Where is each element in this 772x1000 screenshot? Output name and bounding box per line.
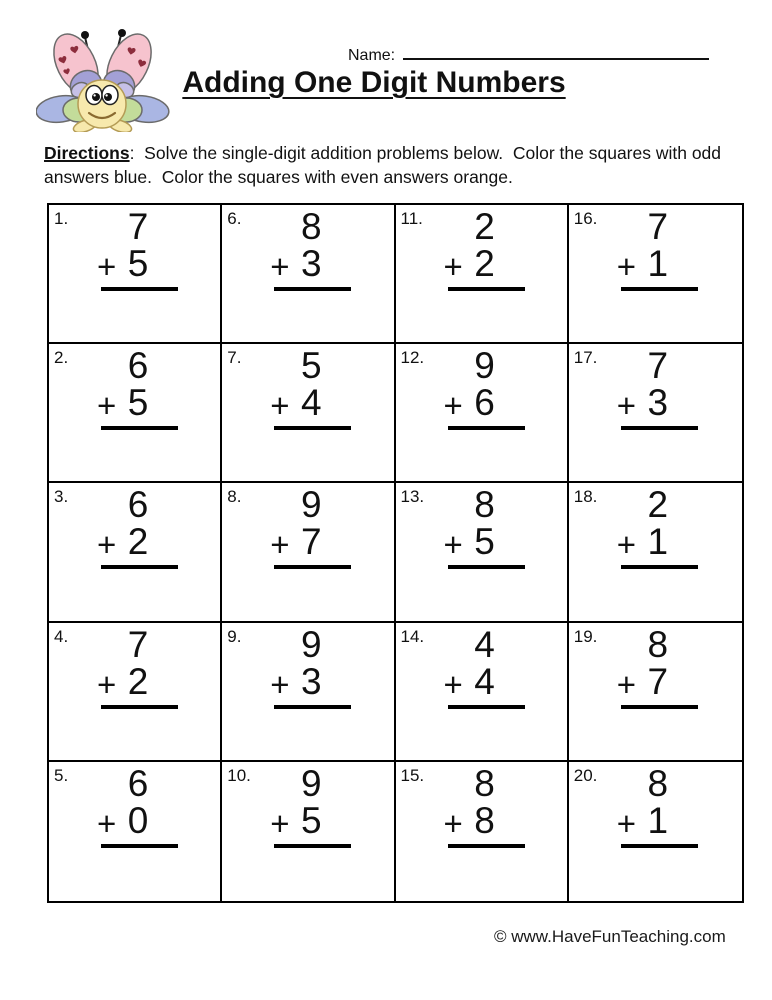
bottom-addend: 3 xyxy=(647,382,669,424)
top-addend: 2 xyxy=(647,484,669,526)
addition-problem xyxy=(271,347,351,430)
problems-grid xyxy=(47,203,744,903)
addition-problem xyxy=(270,762,351,848)
addition-problem xyxy=(270,623,351,709)
top-addend: 8 xyxy=(647,623,669,665)
addition-problem xyxy=(443,762,525,848)
plus-icon: + xyxy=(616,526,637,564)
plus-icon: + xyxy=(616,665,637,703)
bottom-addend: 5 xyxy=(300,799,322,841)
problem-number: 7. xyxy=(227,348,242,368)
answer-line[interactable] xyxy=(274,705,351,709)
plus-icon: + xyxy=(97,526,117,564)
top-addend: 7 xyxy=(647,345,669,387)
problem-cell xyxy=(569,483,742,622)
problem-number: 10. xyxy=(227,765,251,785)
problem-cell xyxy=(222,205,395,344)
answer-line[interactable] xyxy=(101,565,178,569)
top-addend: 9 xyxy=(300,623,322,665)
plus-icon: + xyxy=(443,526,463,564)
bottom-addend: 2 xyxy=(127,521,149,563)
problem-cell xyxy=(396,762,569,901)
top-addend: 6 xyxy=(127,345,149,387)
problem-number: 18. xyxy=(573,487,598,507)
bottom-addend: 2 xyxy=(127,660,149,702)
bottom-addend: 4 xyxy=(474,660,495,702)
name-row xyxy=(348,44,709,65)
addition-problem xyxy=(271,486,351,569)
addition-problem xyxy=(98,347,178,430)
addition-problem xyxy=(445,347,525,430)
problem-number: 11. xyxy=(400,209,423,228)
problem-number: 20. xyxy=(573,765,598,785)
answer-line[interactable] xyxy=(101,287,178,291)
plus-icon: + xyxy=(616,248,637,285)
answer-line[interactable] xyxy=(274,565,351,569)
bottom-addend: 2 xyxy=(474,243,495,284)
top-addend: 2 xyxy=(474,206,495,247)
answer-line[interactable] xyxy=(448,287,525,291)
answer-line[interactable] xyxy=(621,844,698,848)
bottom-addend: 8 xyxy=(474,799,495,841)
answer-line[interactable] xyxy=(621,565,698,569)
top-addend: 6 xyxy=(127,762,149,804)
bottom-addend: 0 xyxy=(127,799,149,841)
plus-icon: + xyxy=(97,665,117,703)
addition-problem xyxy=(443,623,525,709)
addition-problem xyxy=(616,623,698,709)
addition-problem xyxy=(97,623,178,709)
problem-number: 12. xyxy=(400,348,425,368)
answer-line[interactable] xyxy=(101,844,178,848)
problem-number: 5. xyxy=(54,765,69,785)
page-title-text: Adding One Digit Numbers xyxy=(182,66,566,99)
addition-problem xyxy=(618,486,698,569)
answer-line[interactable] xyxy=(621,287,698,291)
plus-icon: + xyxy=(270,804,290,842)
top-addend: 4 xyxy=(474,623,495,665)
problem-cell xyxy=(396,205,569,344)
directions-text: : Solve the single-digit addition problems below. Color the squares with odd answers blue. Color the squares with even answers orange. xyxy=(44,143,726,187)
answer-line[interactable] xyxy=(621,426,698,430)
problem-cell xyxy=(222,762,395,901)
answer-line[interactable] xyxy=(448,705,525,709)
bottom-addend: 5 xyxy=(127,243,149,284)
answer-line[interactable] xyxy=(448,426,525,430)
problem-cell xyxy=(222,344,395,483)
plus-icon: + xyxy=(270,248,290,285)
directions-label: Directions xyxy=(44,143,130,163)
plus-icon: + xyxy=(97,804,117,842)
bottom-addend: 7 xyxy=(647,660,669,702)
plus-icon: + xyxy=(616,387,637,425)
page-title xyxy=(0,66,748,100)
problem-cell xyxy=(396,623,569,762)
name-blank-line[interactable] xyxy=(403,44,709,60)
bottom-addend: 4 xyxy=(300,382,322,424)
addition-problem xyxy=(98,208,178,291)
plus-icon: + xyxy=(443,804,463,842)
answer-line[interactable] xyxy=(274,287,351,291)
answer-line[interactable] xyxy=(448,565,525,569)
problem-cell xyxy=(569,762,742,901)
addition-problem xyxy=(271,208,351,291)
top-addend: 7 xyxy=(127,623,149,665)
top-addend: 8 xyxy=(647,762,669,804)
bottom-addend: 5 xyxy=(127,382,149,424)
top-addend: 9 xyxy=(300,484,322,526)
top-addend: 5 xyxy=(300,345,322,387)
top-addend: 8 xyxy=(300,206,322,247)
problem-cell xyxy=(49,483,222,622)
problem-number: 1. xyxy=(54,209,69,228)
directions xyxy=(44,142,744,189)
problem-number: 3. xyxy=(54,487,69,507)
plus-icon: + xyxy=(97,387,117,425)
addition-problem xyxy=(616,762,698,848)
problem-cell xyxy=(396,483,569,622)
addition-problem xyxy=(618,347,698,430)
problem-cell xyxy=(396,344,569,483)
answer-line[interactable] xyxy=(274,426,351,430)
problem-number: 2. xyxy=(54,348,69,368)
answer-line[interactable] xyxy=(101,705,178,709)
bottom-addend: 1 xyxy=(647,799,669,841)
problem-number: 13. xyxy=(400,487,425,507)
addition-problem xyxy=(445,208,525,291)
name-label: Name: xyxy=(348,47,396,64)
problem-cell xyxy=(569,623,742,762)
plus-icon: + xyxy=(443,387,463,425)
problem-number: 9. xyxy=(227,626,242,646)
answer-line[interactable] xyxy=(448,844,525,848)
top-addend: 9 xyxy=(300,762,322,804)
problem-cell xyxy=(569,205,742,344)
bottom-addend: 7 xyxy=(300,521,322,563)
addition-problem xyxy=(618,208,698,291)
bottom-addend: 6 xyxy=(474,382,495,424)
problem-cell xyxy=(49,623,222,762)
problem-cell xyxy=(49,205,222,344)
plus-icon: + xyxy=(616,804,637,842)
problem-cell xyxy=(569,344,742,483)
bottom-addend: 1 xyxy=(647,243,669,284)
plus-icon: + xyxy=(443,665,463,703)
problem-number: 17. xyxy=(573,348,598,368)
bottom-addend: 3 xyxy=(300,243,322,284)
problem-number: 15. xyxy=(400,765,425,785)
problem-number: 4. xyxy=(54,626,69,646)
problem-number: 16. xyxy=(573,209,598,228)
plus-icon: + xyxy=(97,248,117,285)
problem-cell xyxy=(49,762,222,901)
top-addend: 9 xyxy=(474,345,495,387)
addition-problem xyxy=(445,486,525,569)
addition-problem xyxy=(98,486,178,569)
top-addend: 7 xyxy=(647,206,669,247)
answer-line[interactable] xyxy=(101,426,178,430)
addition-problem xyxy=(97,762,178,848)
top-addend: 6 xyxy=(127,484,149,526)
problem-number: 14. xyxy=(400,626,425,646)
bottom-addend: 1 xyxy=(647,521,669,563)
plus-icon: + xyxy=(270,665,290,703)
problem-number: 19. xyxy=(573,626,598,646)
footer-credit: © www.HaveFunTeaching.com xyxy=(494,927,726,946)
problem-cell xyxy=(222,483,395,622)
plus-icon: + xyxy=(443,248,463,285)
problem-cell xyxy=(49,344,222,483)
problem-number: 8. xyxy=(227,487,242,507)
plus-icon: + xyxy=(270,387,290,425)
problem-number: 6. xyxy=(227,209,242,228)
top-addend: 8 xyxy=(474,484,495,526)
bottom-addend: 3 xyxy=(300,660,322,702)
bottom-addend: 5 xyxy=(474,521,495,563)
answer-line[interactable] xyxy=(274,844,351,848)
top-addend: 8 xyxy=(474,762,495,804)
top-addend: 7 xyxy=(127,206,149,247)
answer-line[interactable] xyxy=(621,705,698,709)
plus-icon: + xyxy=(270,526,290,564)
problem-cell xyxy=(222,623,395,762)
